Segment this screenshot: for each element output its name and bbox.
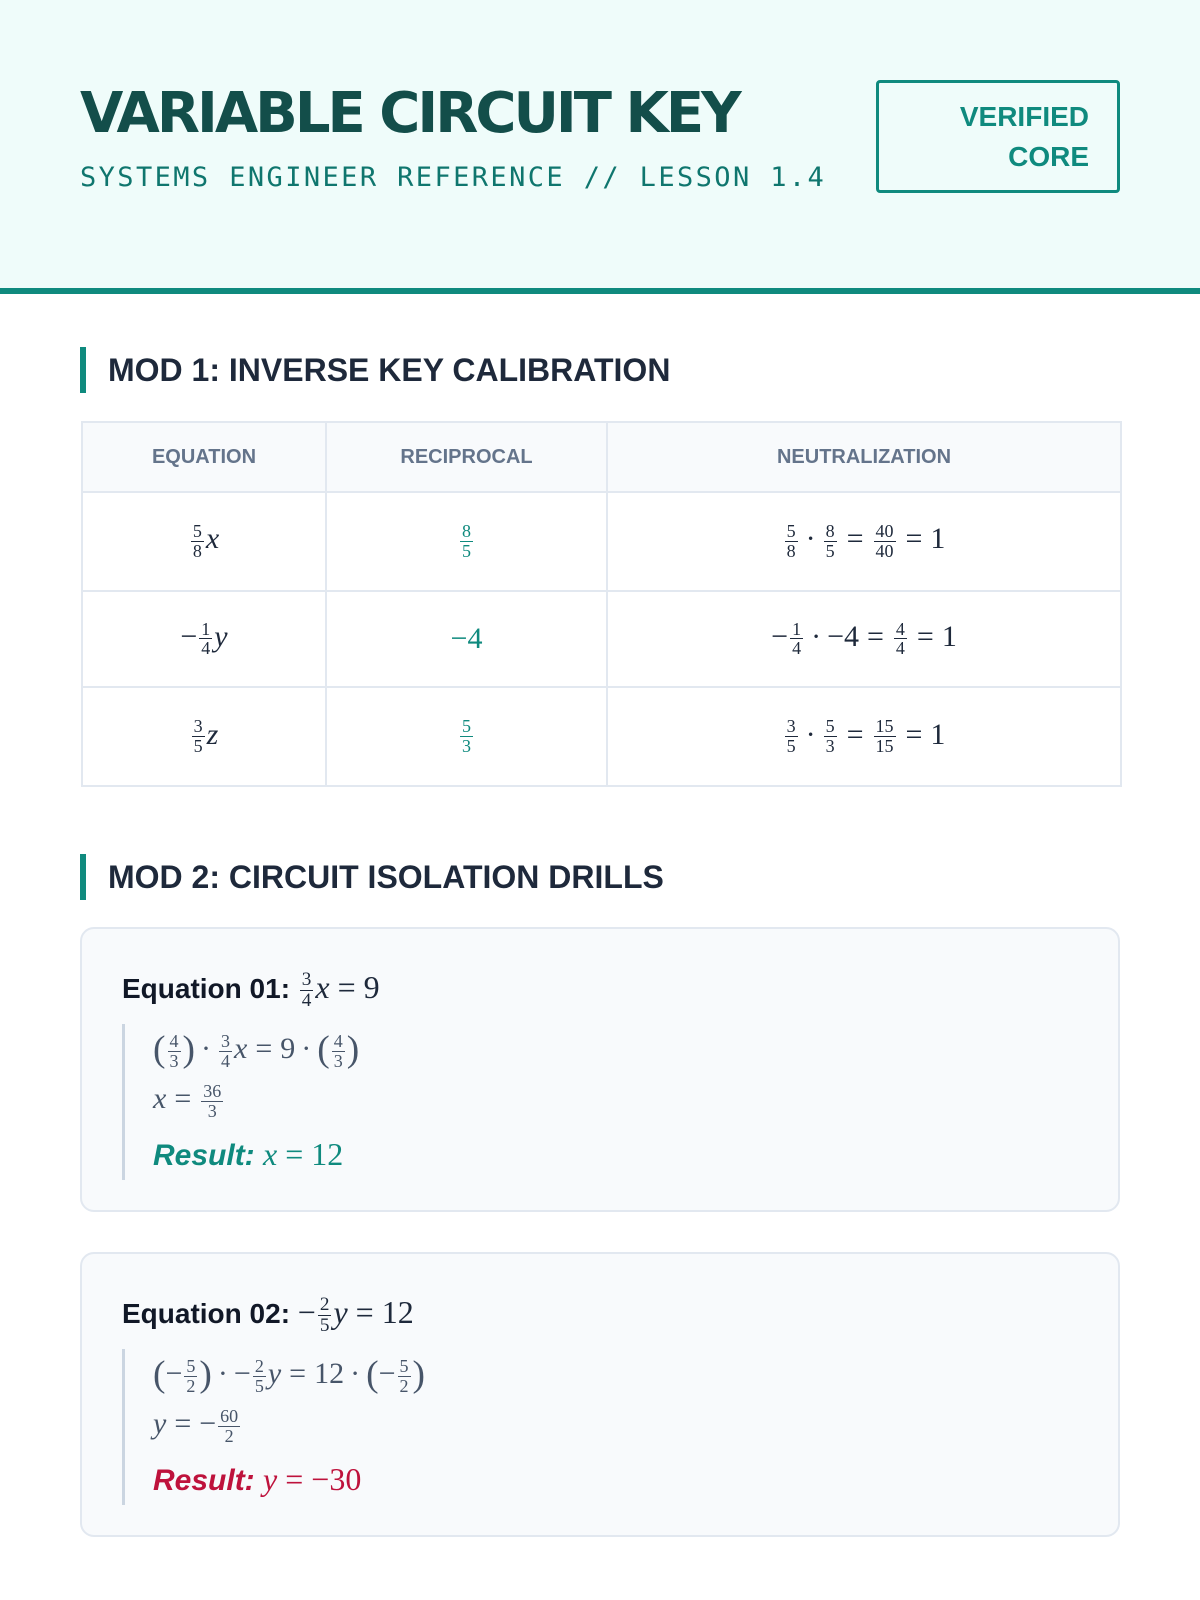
numerator: 3 xyxy=(786,716,796,737)
inverse-key-table xyxy=(81,421,1122,787)
variable: y xyxy=(267,1357,282,1390)
reciprocal-fraction xyxy=(460,522,473,561)
variable: y xyxy=(333,1294,348,1330)
coefficient-fraction xyxy=(191,522,204,561)
reciprocal-cell xyxy=(326,492,607,591)
variable: x xyxy=(315,969,330,1005)
minus-sign: − xyxy=(771,619,789,653)
numerator: 1 xyxy=(201,618,211,639)
unity-value: 1 xyxy=(930,717,946,751)
equation-cell xyxy=(82,591,326,688)
numerator: 5 xyxy=(186,1355,196,1376)
numerator: 5 xyxy=(825,716,835,737)
reciprocal-value: −4 xyxy=(827,619,859,653)
denominator: 3 xyxy=(207,1100,217,1121)
drill-result: Result: y = −30 xyxy=(153,1461,362,1497)
numerator: 5 xyxy=(462,716,471,737)
numerator: 15 xyxy=(875,716,894,737)
numerator: 8 xyxy=(825,520,835,541)
fraction xyxy=(824,717,837,756)
numerator: 36 xyxy=(203,1080,222,1101)
fraction xyxy=(318,1295,332,1336)
reciprocal-value: −4 xyxy=(450,621,483,655)
denominator: 8 xyxy=(192,540,202,561)
denominator: 4 xyxy=(221,1050,230,1071)
drill-equation: − $\frac{2}{5}$ y = 12 xyxy=(297,1294,414,1337)
fraction xyxy=(219,1032,232,1071)
page-title: VARIABLE CIRCUIT KEY xyxy=(80,81,739,146)
numerator: 3 xyxy=(221,1030,230,1051)
drill-result: Result: x = 12 xyxy=(153,1136,344,1172)
result-value: −30 xyxy=(311,1461,362,1497)
fraction xyxy=(785,522,798,561)
step-multiply: ( $\frac{4}{3}$ ) · $\frac{3}{4}$ x = 9 · ( $\frac{4}{3}$ ) xyxy=(153,1029,360,1071)
variable: z xyxy=(206,717,219,751)
denominator: 2 xyxy=(224,1425,234,1446)
minus-sign: − xyxy=(378,1357,396,1390)
numerator: 40 xyxy=(875,520,894,541)
variable: x xyxy=(205,522,220,556)
neutralization-cell: $\frac{3}{5}$ · $\frac{5}{3}$ = $\frac{15}{15}$ = 1 xyxy=(607,687,1121,786)
neutralization-cell: $\frac{5}{8}$ · $\frac{8}{5}$ = $\frac{40}{40}$ = 1 xyxy=(607,492,1121,591)
table-row xyxy=(82,492,1121,591)
numerator: 5 xyxy=(192,520,202,541)
solution-steps xyxy=(122,1024,722,1180)
result-label: Result: xyxy=(153,1139,255,1172)
variable: y xyxy=(263,1461,278,1497)
rhs-value: 9 xyxy=(363,969,380,1005)
drill-label: Equation 01: xyxy=(122,973,291,1004)
numerator: 1 xyxy=(792,618,802,639)
drill-card xyxy=(80,927,1120,1212)
denominator: 3 xyxy=(169,1050,179,1071)
table-row xyxy=(82,687,1121,786)
denominator: 8 xyxy=(786,540,796,561)
minus-sign: − xyxy=(297,1294,316,1330)
reciprocal-cell xyxy=(326,687,607,786)
table-header-row xyxy=(82,422,1121,492)
drill-title xyxy=(122,1294,414,1336)
denominator: 2 xyxy=(399,1375,409,1396)
denominator: 4 xyxy=(301,990,312,1012)
fraction xyxy=(785,717,798,756)
equation-cell xyxy=(82,687,326,786)
fraction xyxy=(894,620,907,659)
denominator: 5 xyxy=(254,1375,264,1396)
drill-label: Equation 02: xyxy=(122,1298,291,1329)
rhs-value: 12 xyxy=(381,1294,414,1330)
verified-core-badge: VERIFIED CORE xyxy=(876,80,1120,193)
denominator: 5 xyxy=(319,1315,330,1337)
fraction xyxy=(168,1032,181,1071)
drill-title xyxy=(122,969,380,1011)
variable: x xyxy=(153,1082,167,1115)
fraction xyxy=(874,522,896,561)
numerator: 5 xyxy=(786,520,796,541)
equation-cell xyxy=(82,492,326,591)
variable: y xyxy=(153,1407,167,1440)
numerator: 3 xyxy=(301,969,312,990)
numerator: 2 xyxy=(319,1294,330,1315)
unity-value: 1 xyxy=(941,619,957,653)
reciprocal-fraction xyxy=(460,717,473,756)
numerator: 4 xyxy=(169,1030,179,1051)
denominator: 5 xyxy=(462,540,471,561)
fraction xyxy=(874,717,896,756)
mod2-heading: MOD 2: CIRCUIT ISOLATION DRILLS xyxy=(80,854,664,900)
fraction xyxy=(201,1082,223,1121)
numerator: 60 xyxy=(220,1405,239,1426)
denominator: 5 xyxy=(193,736,203,757)
fraction xyxy=(218,1407,240,1446)
numerator: 3 xyxy=(193,716,203,737)
fraction xyxy=(398,1357,411,1396)
minus-sign: − xyxy=(233,1357,251,1390)
column-header-neutralization: NEUTRALIZATION xyxy=(607,422,1121,492)
page-subtitle: SYSTEMS ENGINEER REFERENCE // LESSON 1.4 xyxy=(80,162,827,193)
neutralization-cell: − $\frac{1}{4}$ · −4 = $\frac{4}{4}$ = 1 xyxy=(607,591,1121,688)
column-header-reciprocal: RECIPROCAL xyxy=(326,422,607,492)
numerator: 4 xyxy=(333,1030,343,1051)
denominator: 15 xyxy=(875,736,894,757)
denominator: 2 xyxy=(186,1375,196,1396)
denominator: 40 xyxy=(875,540,894,561)
fraction xyxy=(184,1357,197,1396)
fraction xyxy=(790,620,803,659)
rhs-value: 9 xyxy=(280,1032,296,1065)
denominator: 4 xyxy=(792,638,802,659)
reciprocal-cell xyxy=(326,591,607,688)
rhs-value: 12 xyxy=(314,1357,345,1390)
fraction xyxy=(253,1357,266,1396)
minus-sign: − xyxy=(199,1407,217,1440)
fraction xyxy=(300,970,314,1011)
denominator: 5 xyxy=(825,540,835,561)
numerator: 4 xyxy=(895,618,905,639)
minus-sign: − xyxy=(165,1357,183,1390)
step-simplify: x = $\frac{36}{3}$ xyxy=(153,1080,222,1121)
denominator: 3 xyxy=(825,736,835,757)
variable: x xyxy=(234,1032,248,1065)
mod1-heading: MOD 1: INVERSE KEY CALIBRATION xyxy=(80,347,670,393)
drill-card xyxy=(80,1252,1120,1537)
step-multiply: (− $\frac{5}{2}$ ) · − $\frac{2}{5}$ y = 12 · (− $\frac{5}{2}$ ) xyxy=(153,1354,426,1396)
solution-steps xyxy=(122,1349,722,1505)
result-value: 12 xyxy=(311,1136,344,1172)
result-label: Result: xyxy=(153,1464,255,1497)
variable: y xyxy=(214,619,228,653)
coefficient-fraction xyxy=(199,620,212,659)
numerator: 2 xyxy=(254,1355,264,1376)
coefficient-fraction xyxy=(192,717,205,756)
denominator: 5 xyxy=(786,736,796,757)
numerator: 5 xyxy=(399,1355,409,1376)
denominator: 4 xyxy=(201,638,211,659)
fraction xyxy=(332,1032,345,1071)
page-header xyxy=(0,0,1200,294)
variable: x xyxy=(263,1136,278,1172)
drill-equation: $\frac{3}{4}$ x = 9 xyxy=(301,969,380,1012)
denominator: 3 xyxy=(462,736,471,757)
unity-value: 1 xyxy=(930,522,946,556)
denominator: 3 xyxy=(333,1050,343,1071)
table-row xyxy=(82,591,1121,688)
minus-sign: − xyxy=(180,619,198,653)
denominator: 4 xyxy=(895,638,905,659)
fraction xyxy=(824,522,837,561)
numerator: 8 xyxy=(462,520,471,541)
column-header-equation: EQUATION xyxy=(82,422,326,492)
step-simplify: y = − $\frac{60}{2}$ xyxy=(153,1405,239,1446)
